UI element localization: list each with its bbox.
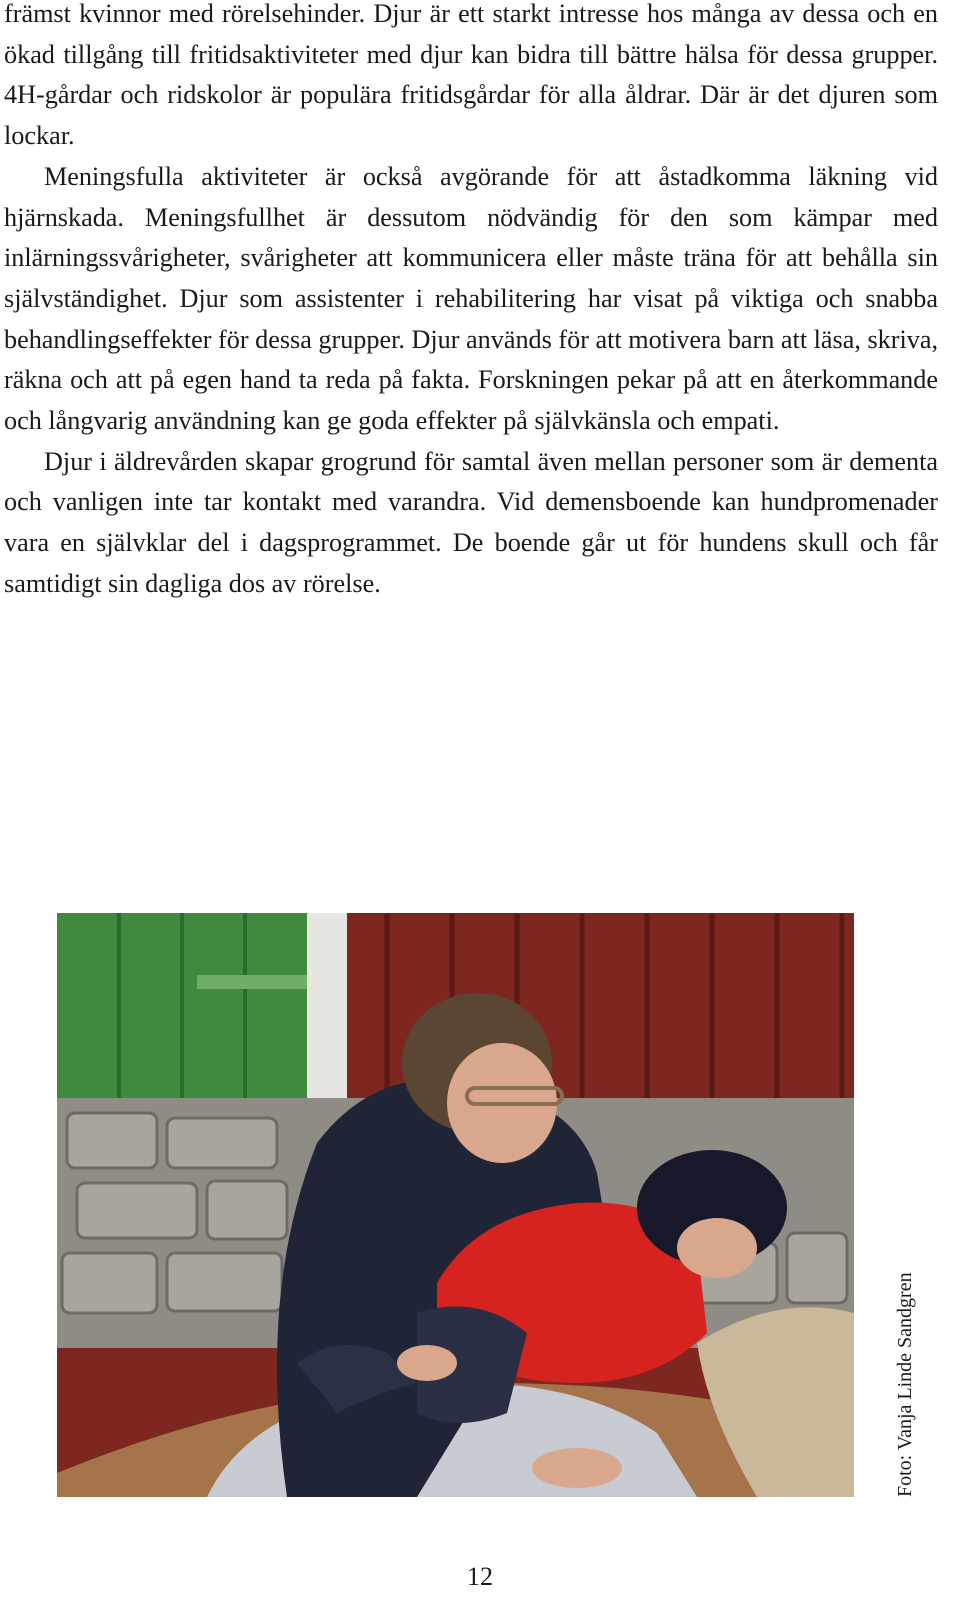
- body-text: [4, 0, 938, 605]
- paragraph-3: Djur i äldrevården skapar grogrund för samtal även mellan personer som är dementa och vanligen inte tar kontakt med varandra. Vid demensboende kan hundpromenader vara en självklar del i dagsprogrammet. De boende går ut för hundens skull och får samtidigt sin dagliga dos av rörelse.: [4, 446, 938, 598]
- page-number: 12: [467, 1562, 493, 1591]
- child-face: [677, 1218, 757, 1278]
- paragraph-1: främst kvinnor med rörelsehinder. Djur är ett starkt intresse hos många av dessa och en ökad tillgång till fritidsaktiviteter med djur kan bidra till bättre hälsa för dessa grupper. 4H-gårdar och ridskolor är populära fritidsgårdar för alla åldrar. Där är det djuren som lockar.: [4, 0, 938, 151]
- helper-hand: [532, 1448, 622, 1488]
- woman-hand: [397, 1345, 457, 1381]
- photo-riding-therapy: [57, 913, 854, 1497]
- photo-credit: Foto: Vanja Linde Sandgren: [894, 1272, 916, 1497]
- paragraph-2: Meningsfulla aktiviteter är också avgörande för att åstadkomma läkning vid hjärnskada. Meningsfullhet är dessutom nödvändig för den som kämpar med inlärningssvårigheter, svårigheter att kommunicera eller måste träna för att behålla sin självständighet. Djur som assistenter i rehabilitering har visat på viktiga och snabba behandlingseffekter för dessa grupper. Djur används för att motivera barn att läsa, skriva, räkna och att på egen hand ta reda på fakta. Forskningen pekar på att en återkommande och långvarig användning kan ge goda effekter på självkänsla och empati.: [4, 161, 938, 436]
- shutter-hinge: [197, 975, 307, 989]
